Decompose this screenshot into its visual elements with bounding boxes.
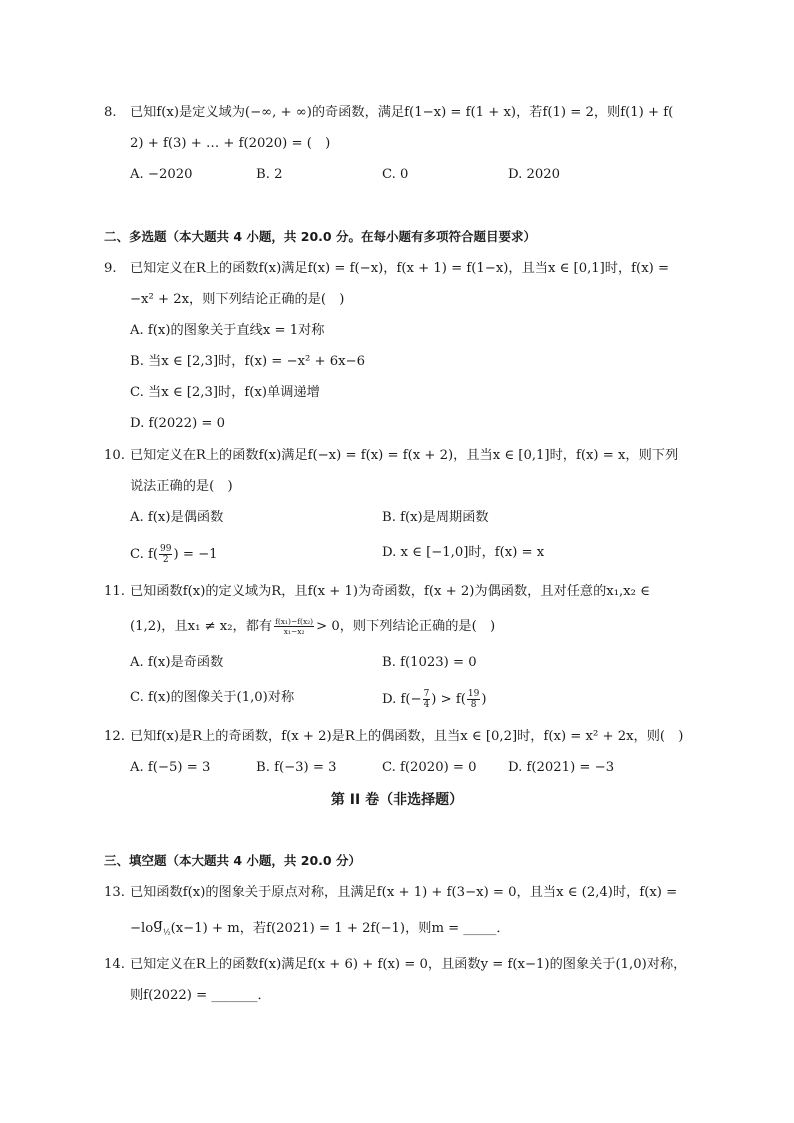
- question-text: 已知定义在R上的函数f(x)满足f(x) = f(−x)，f(x + 1) = f(1−x)，且当x ∈ [0,1]时，f(x) =: [130, 261, 670, 276]
- question-text: [130, 617, 495, 636]
- question-number: 11.: [104, 584, 125, 599]
- option-text: D. f(−: [382, 692, 422, 707]
- question-text: 说法正确的是( ): [130, 479, 233, 494]
- question-text: 2) + f(3) + … + f(2020) = ( ): [130, 136, 331, 151]
- fraction-numerator: 7: [423, 689, 430, 699]
- fraction: [159, 544, 172, 565]
- question-text: 已知函数f(x)的定义域为R，且f(x + 1)为奇函数，f(x + 2)为偶函数，且对任意的x₁,x₂ ∈: [130, 584, 650, 599]
- option-text: C. f(: [130, 547, 159, 562]
- fraction-numerator: 99: [160, 544, 172, 554]
- question-text: −x² + 2x，则下列结论正确的是( ): [130, 292, 345, 307]
- question-text: 已知定义在R上的函数f(x)满足f(x + 6) + f(x) = 0，且函数y = f(x−1)的图象关于(1,0)对称，: [130, 957, 687, 972]
- option-b[interactable]: B. 当x ∈ [2,3]时，f(x) = −x² + 6x−6: [130, 354, 365, 369]
- section-heading: 二、多选题（本大题共 4 小题，共 20.0 分。在每小题有多项符合题目要求）: [104, 229, 536, 244]
- option-b[interactable]: B. 2: [256, 167, 283, 182]
- text-segment: > 0，则下列结论正确的是( ): [316, 619, 496, 634]
- question-text: [130, 915, 510, 939]
- question-number: 8.: [104, 105, 117, 120]
- question-text: 已知函数f(x)的图象关于原点对称，且满足f(x + 1) + f(3−x) = 0，且当x ∈ (2,4)时，f(x) =: [130, 885, 678, 900]
- option-a[interactable]: A. f(x)的图象关于直线x = 1对称: [130, 323, 325, 338]
- question-number: 12.: [104, 729, 125, 744]
- fraction: [467, 689, 480, 710]
- fraction-denominator: x₁−x₂: [283, 627, 305, 636]
- section-heading: 三、填空题（本大题共 4 小题，共 20.0 分）: [104, 853, 361, 868]
- option-text: ) = −1: [173, 547, 218, 562]
- question-number: 10.: [104, 448, 125, 463]
- option-c[interactable]: C. 当x ∈ [2,3]时，f(x)单调递增: [130, 385, 320, 400]
- option-d[interactable]: [382, 689, 487, 710]
- option-text: ): [481, 692, 487, 707]
- fraction-denominator: 2: [162, 555, 169, 565]
- question-number: 9.: [104, 261, 117, 276]
- option-d[interactable]: D. f(2022) = 0: [130, 416, 226, 431]
- question-text: 已知f(x)是定义域为(−∞, + ∞)的奇函数，满足f(1−x) = f(1 + x)，若f(1) = 2，则f(1) + f(: [130, 105, 674, 120]
- question-number: 14.: [104, 957, 125, 972]
- option-d[interactable]: D. x ∈ [−1,0]时，f(x) = x: [382, 545, 545, 560]
- option-b[interactable]: B. f(1023) = 0: [382, 655, 477, 670]
- fraction-numerator: f(x₁)−f(x₂): [275, 617, 314, 626]
- fraction-denominator: 8: [470, 700, 477, 710]
- text-segment: (x−1) + m，若f(2021) = 1 + 2f(−1)，则m = _____．: [170, 921, 510, 936]
- option-c[interactable]: C. 0: [382, 167, 409, 182]
- fraction: [423, 689, 431, 710]
- option-a[interactable]: A. −2020: [130, 167, 193, 182]
- option-d[interactable]: D. 2020: [508, 167, 561, 182]
- subscript: ½: [162, 928, 171, 937]
- option-b[interactable]: B. f(−3) = 3: [256, 760, 337, 775]
- option-d[interactable]: D. f(2021) = −3: [508, 760, 615, 775]
- text-segment: −lo: [130, 921, 154, 936]
- fraction: [274, 617, 314, 636]
- text-segment: g: [153, 915, 163, 933]
- fraction-denominator: 4: [423, 700, 430, 710]
- option-text: ) > f(: [431, 692, 466, 707]
- text-segment: (1,2)，且x₁ ≠ x₂，都有: [130, 619, 273, 634]
- option-a[interactable]: A. f(x)是偶函数: [130, 510, 224, 525]
- question-text: 则f(2022) = _______．: [130, 988, 271, 1003]
- part-title: 第 II 卷（非选择题）: [330, 792, 464, 808]
- option-c[interactable]: C. f(x)的图像关于(1,0)对称: [130, 690, 295, 705]
- question-text: 已知定义在R上的函数f(x)满足f(−x) = f(x) = f(x + 2)，且当x ∈ [0,1]时，f(x) = x，则下列: [130, 448, 679, 463]
- option-c[interactable]: C. f(2020) = 0: [382, 760, 477, 775]
- question-number: 13.: [104, 885, 125, 900]
- option-a[interactable]: A. f(−5) = 3: [130, 760, 211, 775]
- option-b[interactable]: B. f(x)是周期函数: [382, 510, 489, 525]
- fraction-numerator: 19: [467, 689, 480, 699]
- option-a[interactable]: A. f(x)是奇函数: [130, 655, 224, 670]
- question-text: 已知f(x)是R上的奇函数，f(x + 2)是R上的偶函数，且当x ∈ [0,2]时，f(x) = x² + 2x，则( ): [130, 729, 684, 744]
- option-c[interactable]: [130, 544, 218, 565]
